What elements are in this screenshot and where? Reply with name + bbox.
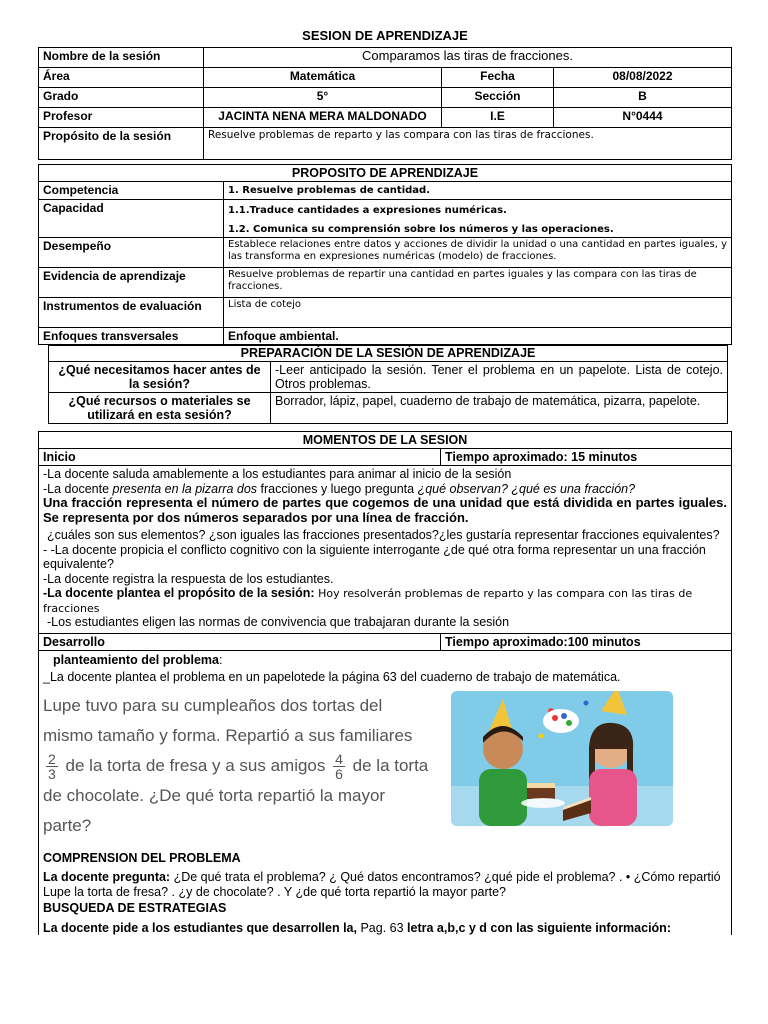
bold-span: planteamiento del problema (53, 652, 220, 667)
moments-header: MOMENTOS DE LA SESION (39, 432, 732, 449)
learning-purpose-header: PROPOSITO DE APRENDIZAJE (39, 165, 732, 182)
problem-line-3 (43, 751, 435, 781)
evidencia-value: Resuelve problemas de repartir una cantidad en partes iguales y las compara con las tiras de fracciones. (224, 268, 732, 298)
proposito-label: Propósito de la sesión (39, 128, 204, 160)
preparation-table (48, 345, 728, 424)
text-span: fracciones y luego pregunta (257, 481, 418, 496)
fraction-denominator: 3 (48, 765, 56, 782)
ie-label: I.E (442, 108, 554, 128)
grado-label: Grado (39, 88, 204, 108)
text-span: de la torta (352, 755, 429, 775)
preparation-header: PREPARACIÓN DE LA SESIÓN DE APRENDIZAJE (49, 346, 728, 362)
ie-value: N°0444 (554, 108, 732, 128)
bold-span: -La docente plantea el propósito de la sesión: (43, 586, 315, 600)
inicio-line-2 (43, 482, 727, 497)
area-value: Matemática (204, 68, 442, 88)
text-span: Hoy resolverán problemas de reparto y las compara con las tiras de fracciones (43, 587, 693, 615)
busqueda-title: BUSQUEDA DE ESTRATEGIAS (43, 901, 227, 916)
inicio-label: Inicio (39, 449, 441, 466)
bold-span: letra a,b,c y d con las siguiente información: (407, 920, 671, 935)
problem-line-2: mismo tamaño y forma. Repartió a sus familiares (43, 725, 413, 745)
problem-text (43, 691, 435, 841)
comprension-text (43, 870, 727, 899)
fraction-denominator: 6 (335, 765, 343, 782)
competencia-value: 1. Resuelve problemas de cantidad. (224, 182, 732, 200)
desempeno-value: Establece relaciones entre datos y acciones de dividir la unidad o una cantidad en partes iguales, y las transforma en expresiones numéricas (modelo) de fracciones. (224, 238, 732, 268)
planteamiento-text: _La docente plantea el problema en un papelotede la página 63 del cuaderno de trabajo de matemática. (43, 670, 621, 684)
problem-line-5: parte? (43, 815, 92, 835)
learning-purpose-table (38, 164, 732, 345)
birthday-children-illustration (451, 691, 673, 826)
fraction-two-thirds (46, 752, 58, 781)
nombre-label: Nombre de la sesión (39, 48, 204, 68)
enfoques-label: Enfoques transversales (39, 328, 224, 345)
seccion-label: Sección (442, 88, 554, 108)
fecha-value: 08/08/2022 (554, 68, 732, 88)
desarrollo-label: Desarrollo (39, 633, 441, 650)
problem-line-1: Lupe tuvo para su cumpleaños dos tortas del (43, 695, 383, 715)
session-info-table (38, 47, 732, 160)
text-span: Pag. 63 (356, 920, 408, 935)
desarrollo-time: Tiempo aproximado:100 minutos (441, 633, 732, 650)
inicio-line-4: ¿cuáles son sus elementos? ¿son iguales las fracciones presentados?¿les gustaría representar fracciones equivalentes? (47, 528, 720, 542)
document-title: SESION DE APRENDIZAJE (302, 28, 468, 43)
area-label: Área (39, 68, 204, 88)
text-span: -La docente (43, 481, 113, 496)
session-moments-table (38, 431, 732, 935)
profesor-value: JACINTA NENA MERA MALDONADO (204, 108, 442, 128)
text-span: : (219, 652, 223, 667)
text-span: ¿De qué trata el problema? ¿ Qué datos encontramos? ¿qué pide el problema? . • ¿Cómo repartió Lupe la torta de fresa? . ¿y de chocolate? . Y ¿de qué torta repartió la mayor parte? (43, 870, 721, 899)
preparation-q1: ¿Qué necesitamos hacer antes de la sesión? (49, 362, 271, 393)
instrumentos-value: Lista de cotejo (224, 298, 732, 328)
competencia-label: Competencia (39, 182, 224, 200)
preparation-a1: -Leer anticipado la sesión. Tener el problema en un papelote. Lista de cotejo. Otros problemas. (271, 362, 728, 393)
nombre-value: Comparamos las tiras de fracciones. (204, 48, 732, 68)
fraction-numerator: 2 (48, 750, 56, 767)
desempeno-label: Desempeño (39, 238, 224, 268)
preparation-q2: ¿Qué recursos o materiales se utilizará en esta sesión? (49, 393, 271, 424)
inicio-line-6: -La docente registra la respuesta de los estudiantes. (43, 571, 334, 586)
inicio-line-8: -Los estudiantes eligen las normas de convivencia que trabajaran durante la sesión (47, 615, 510, 629)
inicio-content (39, 466, 732, 634)
fraction-four-sixths (333, 752, 345, 781)
bold-span: La docente pide a los estudiantes que desarrollen la, (43, 920, 357, 935)
capacidad-2: 1.2. Comunica su comprensión sobre los números y las operaciones. (228, 224, 614, 235)
problem-line-4: de chocolate. ¿De qué torta repartió la mayor (43, 785, 386, 805)
seccion-value: B (554, 88, 732, 108)
instrumentos-label: Instrumentos de evaluación (39, 298, 224, 328)
problem-block (43, 691, 727, 841)
capacidad-values (224, 200, 732, 238)
inicio-line-7 (43, 586, 727, 615)
document-page (38, 28, 732, 935)
italic-span: ¿qué observan? ¿qué es una fracción? (417, 481, 636, 496)
fraction-numerator: 4 (335, 750, 343, 767)
capacidad-label: Capacidad (39, 200, 224, 238)
desarrollo-content (39, 650, 732, 935)
profesor-label: Profesor (39, 108, 204, 128)
evidencia-label: Evidencia de aprendizaje (39, 268, 224, 298)
inicio-line-1: -La docente saluda amablemente a los estudiantes para animar al inicio de la sesión (43, 467, 512, 481)
fecha-label: Fecha (442, 68, 554, 88)
enfoques-value: Enfoque ambiental. (224, 328, 732, 345)
bold-span: La docente pregunta: (43, 870, 171, 885)
planteamiento-heading (43, 653, 727, 668)
fraction-definition: Una fracción representa el número de partes que cogemos de una unidad que está dividida en partes iguales. Se representa por dos números separados por una línea de fracción. (43, 495, 727, 525)
comprension-title: COMPRENSION DEL PROBLEMA (43, 850, 241, 865)
busqueda-text (43, 921, 727, 936)
text-span: de la torta de fresa y a sus amigos (65, 755, 326, 775)
preparation-a2: Borrador, lápiz, papel, cuaderno de trabajo de matemática, pizarra, papelote. (271, 393, 728, 424)
capacidad-1: 1.1.Traduce cantidades a expresiones numéricas. (228, 205, 507, 216)
italic-span: presenta en la pizarra dos (112, 481, 258, 496)
grado-value: 5° (204, 88, 442, 108)
inicio-line-5: - -La docente propicia el conflicto cognitivo con la siguiente interrogante ¿de qué otra forma representar un una fracción equivalente? (43, 542, 706, 571)
proposito-value: Resuelve problemas de reparto y las compara con las tiras de fracciones. (204, 128, 732, 160)
inicio-time: Tiempo aproximado: 15 minutos (441, 449, 732, 466)
